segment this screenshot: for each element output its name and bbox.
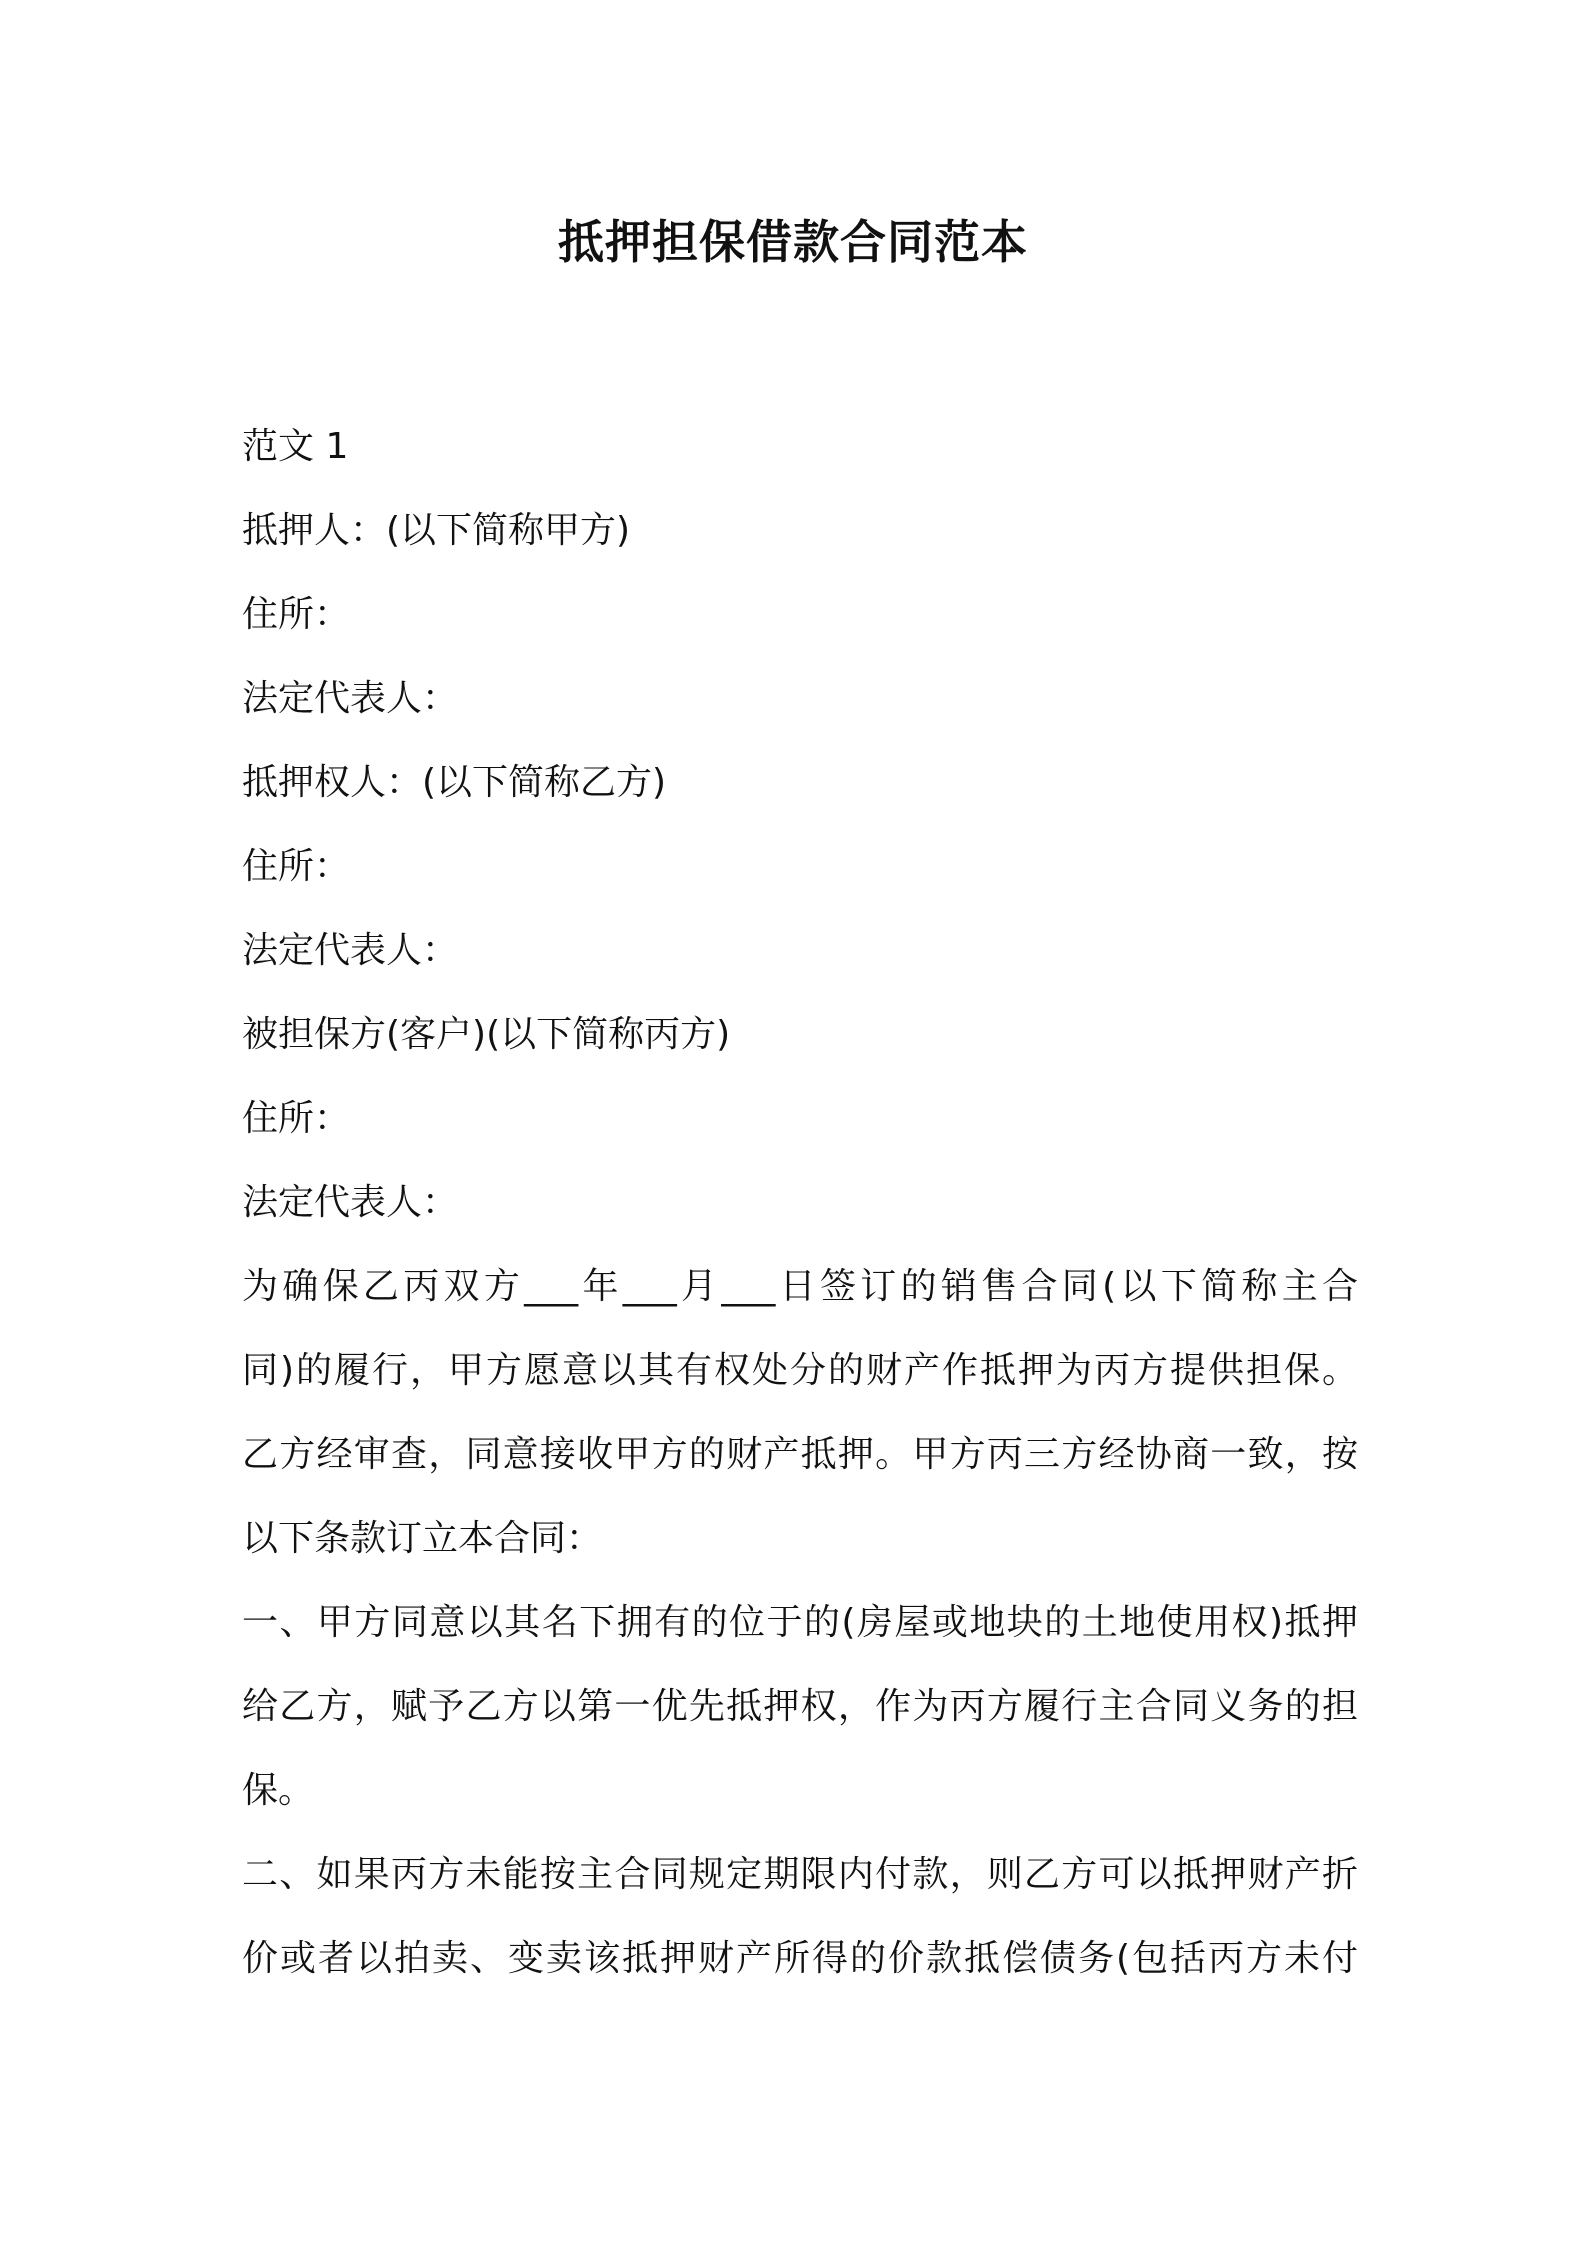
document-title: 抵押担保借款合同范本	[558, 215, 1028, 269]
clause-2-paragraph	[242, 1833, 1358, 2001]
paragraph-line: 保。	[242, 1770, 315, 1811]
section-heading: 范文 1	[242, 426, 349, 467]
party-line: 法定代表人：	[242, 930, 459, 971]
party-line: 抵押权人：(以下简称乙方)	[242, 762, 667, 803]
party-line: 住所：	[242, 1098, 351, 1139]
paragraph-line: 二、如果丙方未能按主合同规定期限内付款，则乙方可以抵押财产折	[242, 1854, 1358, 1895]
paragraph-line: 同)的履行，甲方愿意以其有权处分的财产作抵押为丙方提供担保。	[242, 1350, 1358, 1391]
party-line: 住所：	[242, 846, 351, 887]
party-line: 抵押人：(以下简称甲方)	[242, 510, 631, 551]
paragraph-line: 为确保乙丙双方___年___月___日签订的销售合同(以下简称主合	[242, 1266, 1358, 1307]
document-body	[242, 405, 1358, 2001]
party-line: 住所：	[242, 594, 351, 635]
paragraph-line: 以下条款订立本合同：	[242, 1518, 603, 1559]
paragraph-line: 价或者以拍卖、变卖该抵押财产所得的价款抵偿债务(包括丙方未付	[242, 1938, 1358, 1979]
paragraph-line: 一、甲方同意以其名下拥有的位于的(房屋或地块的土地使用权)抵押	[242, 1602, 1358, 1643]
party-line: 法定代表人：	[242, 1182, 459, 1223]
party-line: 被担保方(客户)(以下简称丙方)	[242, 1014, 731, 1055]
clause-1-paragraph	[242, 1581, 1358, 1833]
paragraph-line: 乙方经审查，同意接收甲方的财产抵押。甲方丙三方经协商一致，按	[242, 1434, 1358, 1475]
paragraph-line: 给乙方，赋予乙方以第一优先抵押权，作为丙方履行主合同义务的担	[242, 1686, 1358, 1727]
preamble-paragraph	[242, 1245, 1358, 1581]
party-line: 法定代表人：	[242, 678, 459, 719]
